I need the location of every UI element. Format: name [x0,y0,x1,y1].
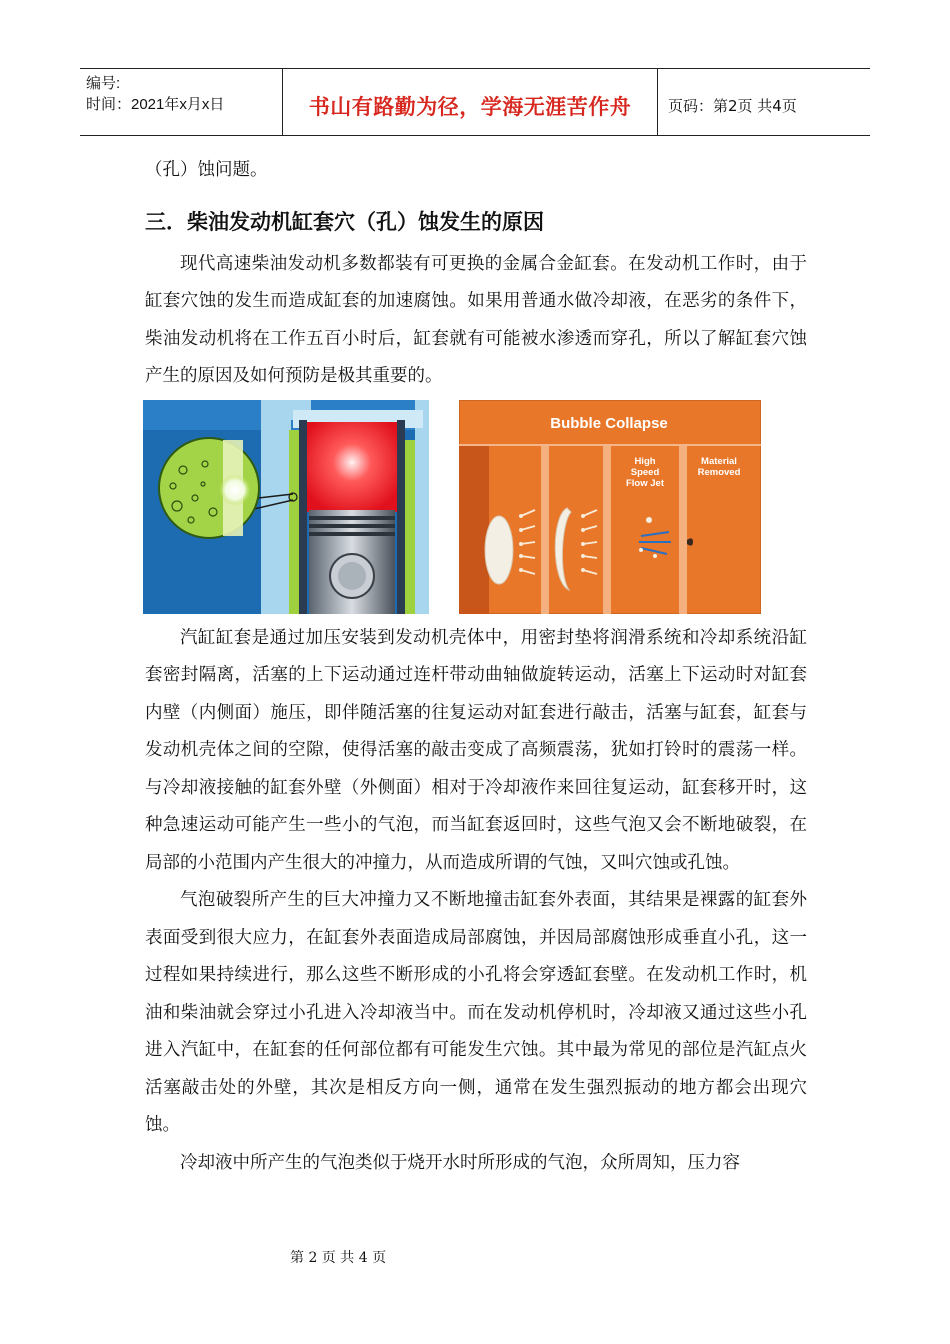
label-high: High [634,455,656,467]
header-motto: 书山有路勤为径，学海无涯苦作舟 [282,69,658,135]
paragraph-4: 冷却液中所产生的气泡类似于烧开水时所形成的气泡，众所周知，压力容 [180,1152,740,1173]
paragraph-3: 气泡破裂所产生的巨大冲撞力又不断地撞击缸套外表面，其结果是裸露的缸套外表面受到很大应力，在缸套外表面造成局部腐蚀，并因局部腐蚀形成垂直小孔，这一过程如果持续进行，那么这些不断形成的小孔将会穿透缸套壁。在发动机工作时，机油和柴油就会穿过小孔进入冷却液当中。而在发动机停机时，冷却液又通过这些小孔进入汽缸中，在缸套的任何部位都有可能发生穴蚀。其中最为常见的部位是汽缸点火活塞敲击处的外壁，其次是相反方向一侧，通常在发生强烈振动的地方都会出现穴蚀。 [145,890,807,1135]
document-number-label: 编号: [86,75,121,92]
paragraph-2: 汽缸缸套是通过加压安装到发动机壳体中，用密封垫将润滑系统和冷却系统沿缸套密封隔离，活塞的上下运动通过连杆带动曲轴做旋转运动，活塞上下运动时对缸套内壁（内侧面）施压，即伴随活塞的往复运动对缸套进行敲击，活塞与缸套，缸套与发动机壳体之间的空隙，使得活塞的敲击变成了高频震荡，犹如打铃时的震荡一样。与冷却液接触的缸套外壁（外侧面）相对于冷却液作来回往复运动，缸套移开时，这种急速运动可能产生一些小的气泡，而当缸套返回时，这些气泡又会不断地破裂，在局部的小范围内产生很大的冲撞力，从而造成所谓的气蚀，又叫穴蚀或孔蚀。 [145,627,807,873]
page-header [80,68,870,136]
bubble-collapse-title: Bubble Collapse [550,414,668,432]
label-material: Material [701,455,737,467]
header-page-number: 页码：第2页 共4页 [668,96,797,115]
label-speed: Speed [630,466,660,478]
cylinder-cross-section-image [143,400,429,614]
header-meta [80,69,282,135]
label-flow-jet: Flow Jet [625,477,665,489]
page-footer: 第 2 页 共 4 页 [290,1250,387,1266]
document-body [145,152,807,1182]
figure-row [143,400,807,618]
label-removed: Removed [697,466,741,478]
document-time-label: 时间：2021年x月x日 [86,96,225,113]
bubble-collapse-diagram [459,400,761,614]
paragraph-1: 现代高速柴油发动机多数都装有可更换的金属合金缸套。在发动机工作时，由于缸套穴蚀的发生而造成缸套的加速腐蚀。如果用普通水做冷却液，在恶劣的条件下，柴油发动机将在工作五百小时后，缸套就有可能被水渗透而穿孔，所以了解缸套穴蚀产生的原因及如何预防是极其重要的。 [145,253,807,386]
section-heading: 三．柴油发动机缸套穴（孔）蚀发生的原因 [145,209,544,234]
continuation-text: （孔）蚀问题。 [145,160,268,180]
